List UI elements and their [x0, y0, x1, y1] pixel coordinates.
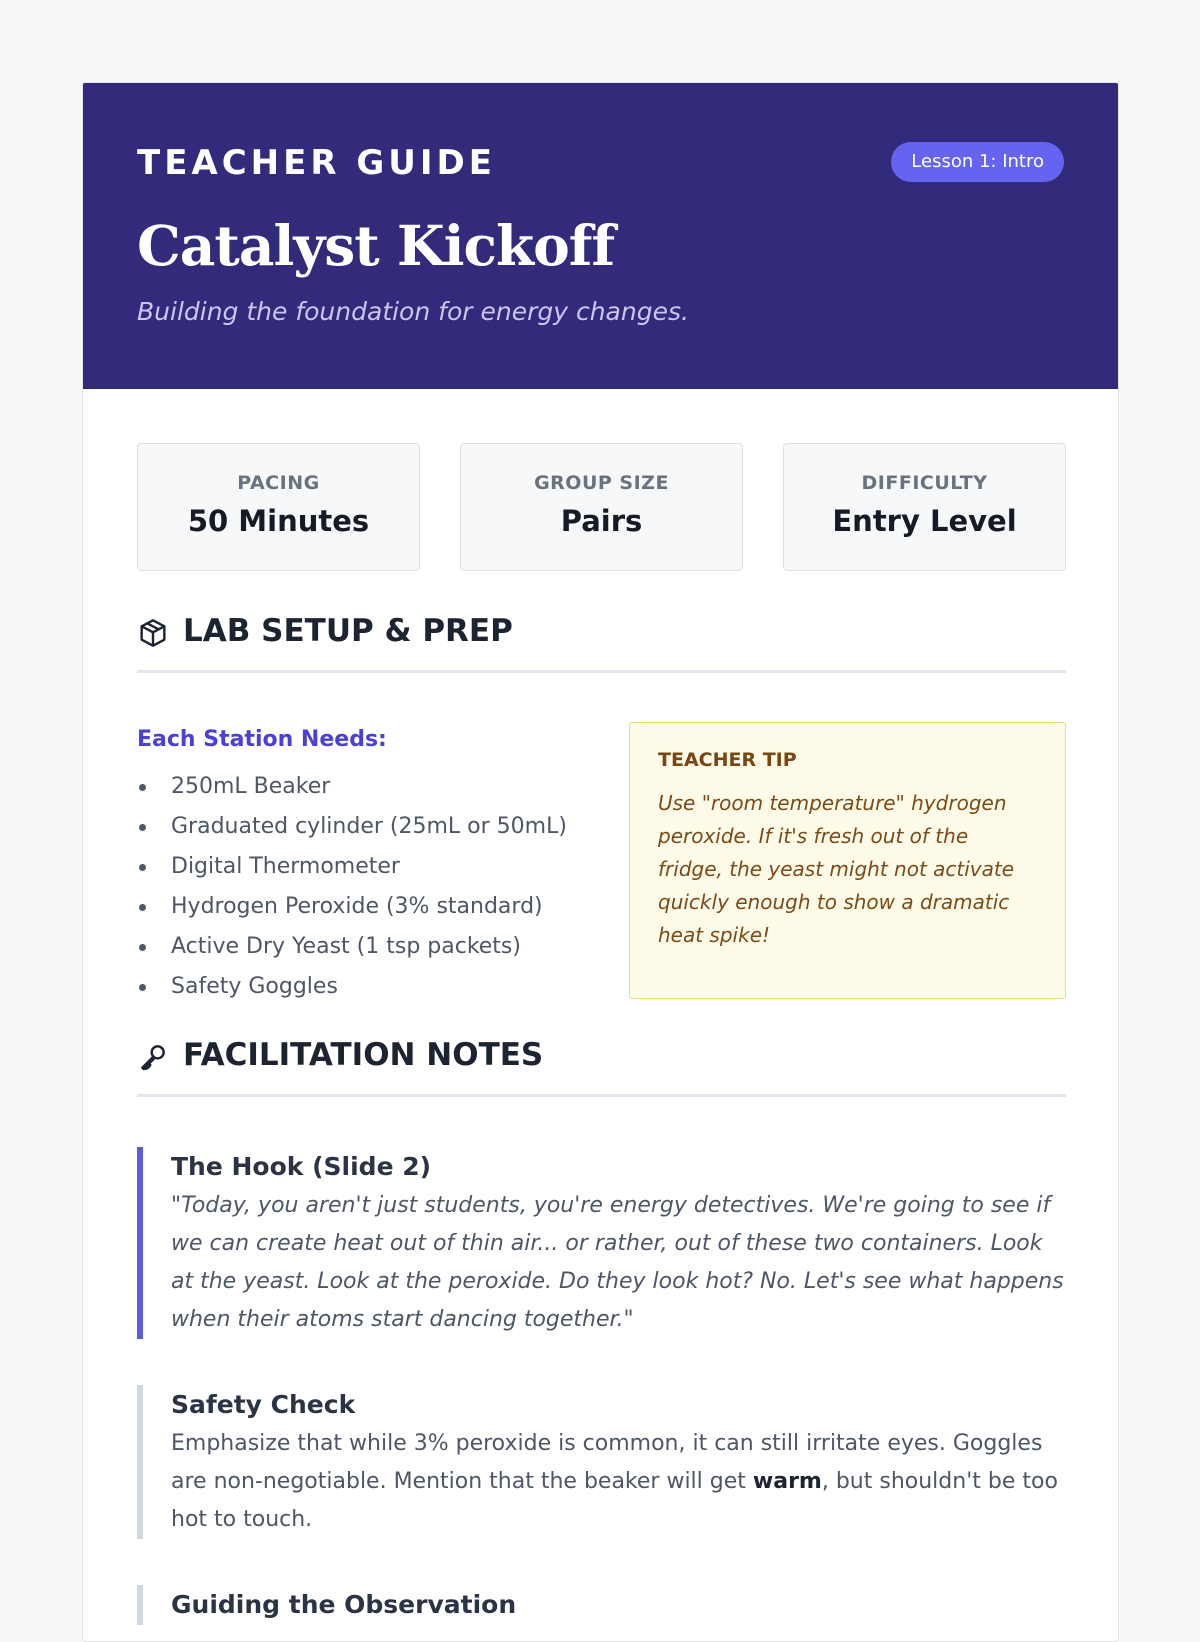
note-title: Safety Check: [171, 1390, 356, 1419]
stat-label: PACING: [237, 472, 320, 494]
section-title: FACILITATION NOTES: [183, 1037, 544, 1073]
note-text: Emphasize that while 3% peroxide is common, it can still irritate eyes. Goggles are non-negotiable. Mention that the beaker will get: [171, 1431, 1043, 1494]
bullet: [139, 944, 146, 951]
teacher-guide-card: [82, 82, 1119, 1642]
list-item: [137, 847, 567, 887]
stat-label: GROUP SIZE: [534, 472, 669, 494]
guide-header: [83, 83, 1118, 389]
stat-value: Pairs: [560, 504, 643, 538]
supply-label: Safety Goggles: [171, 974, 338, 999]
bullet: [139, 864, 146, 871]
teacher-tip-callout: [629, 722, 1066, 999]
box-icon: [137, 617, 169, 649]
note-hook: [137, 1147, 1066, 1339]
supply-label: Digital Thermometer: [171, 854, 400, 879]
accent-bar: [137, 1385, 143, 1539]
guide-eyebrow: TEACHER GUIDE: [137, 143, 496, 183]
note-title: Guiding the Observation: [171, 1590, 517, 1619]
bullet: [139, 784, 146, 791]
station-needs-heading: Each Station Needs:: [137, 727, 387, 752]
tip-label: TEACHER TIP: [658, 749, 797, 771]
accent-bar: [137, 1585, 143, 1625]
note-body: [171, 1425, 1066, 1539]
supply-label: 250mL Beaker: [171, 774, 331, 799]
lab-setup-heading: [137, 613, 1066, 673]
tip-text: Use "room temperature" hydrogen peroxide. If it's fresh out of the fridge, the yeast might not activate quickly enough to show a dramatic heat spike!: [658, 791, 1015, 947]
page-title: Catalyst Kickoff: [137, 213, 615, 278]
accent-bar: [137, 1147, 143, 1339]
emphasis-text: warm: [752, 1469, 822, 1494]
stat-label: DIFFICULTY: [861, 472, 988, 494]
facilitation-heading: [137, 1037, 1066, 1097]
supply-label: Active Dry Yeast (1 tsp packets): [171, 934, 521, 959]
supply-list: [137, 767, 567, 1007]
note-title: The Hook (Slide 2): [171, 1152, 432, 1181]
supply-label: Hydrogen Peroxide (3% standard): [171, 894, 543, 919]
stat-value: Entry Level: [832, 504, 1017, 538]
list-item: [137, 887, 567, 927]
bullet: [139, 984, 146, 991]
lesson-badge: Lesson 1: Intro: [891, 142, 1064, 182]
lesson-stats: [137, 443, 1066, 571]
stat-group-size: [460, 443, 743, 571]
list-item: [137, 807, 567, 847]
stat-pacing: [137, 443, 420, 571]
bullet: [139, 824, 146, 831]
note-guiding-observation: [137, 1585, 1066, 1625]
list-item: [137, 967, 567, 1007]
supply-label: Graduated cylinder (25mL or 50mL): [171, 814, 567, 839]
note-text: , but shouldn't be too hot to touch.: [171, 1469, 1058, 1532]
note-safety-check: [137, 1385, 1066, 1539]
list-item: [137, 927, 567, 967]
list-item: [137, 767, 567, 807]
section-title: LAB SETUP & PREP: [183, 613, 513, 649]
page-subtitle: Building the foundation for energy changes.: [137, 297, 689, 326]
stat-value: 50 Minutes: [187, 504, 370, 538]
microphone-icon: [137, 1041, 169, 1073]
stat-difficulty: [783, 443, 1066, 571]
bullet: [139, 904, 146, 911]
note-body: "Today, you aren't just students, you're energy detectives. We're going to see if we can create heat out of thin air... or rather, out of these two containers. Look at the yeast. Look at the peroxide. Do they look hot? No. Let's see what happens when their atoms start dancing together.": [171, 1193, 1064, 1332]
